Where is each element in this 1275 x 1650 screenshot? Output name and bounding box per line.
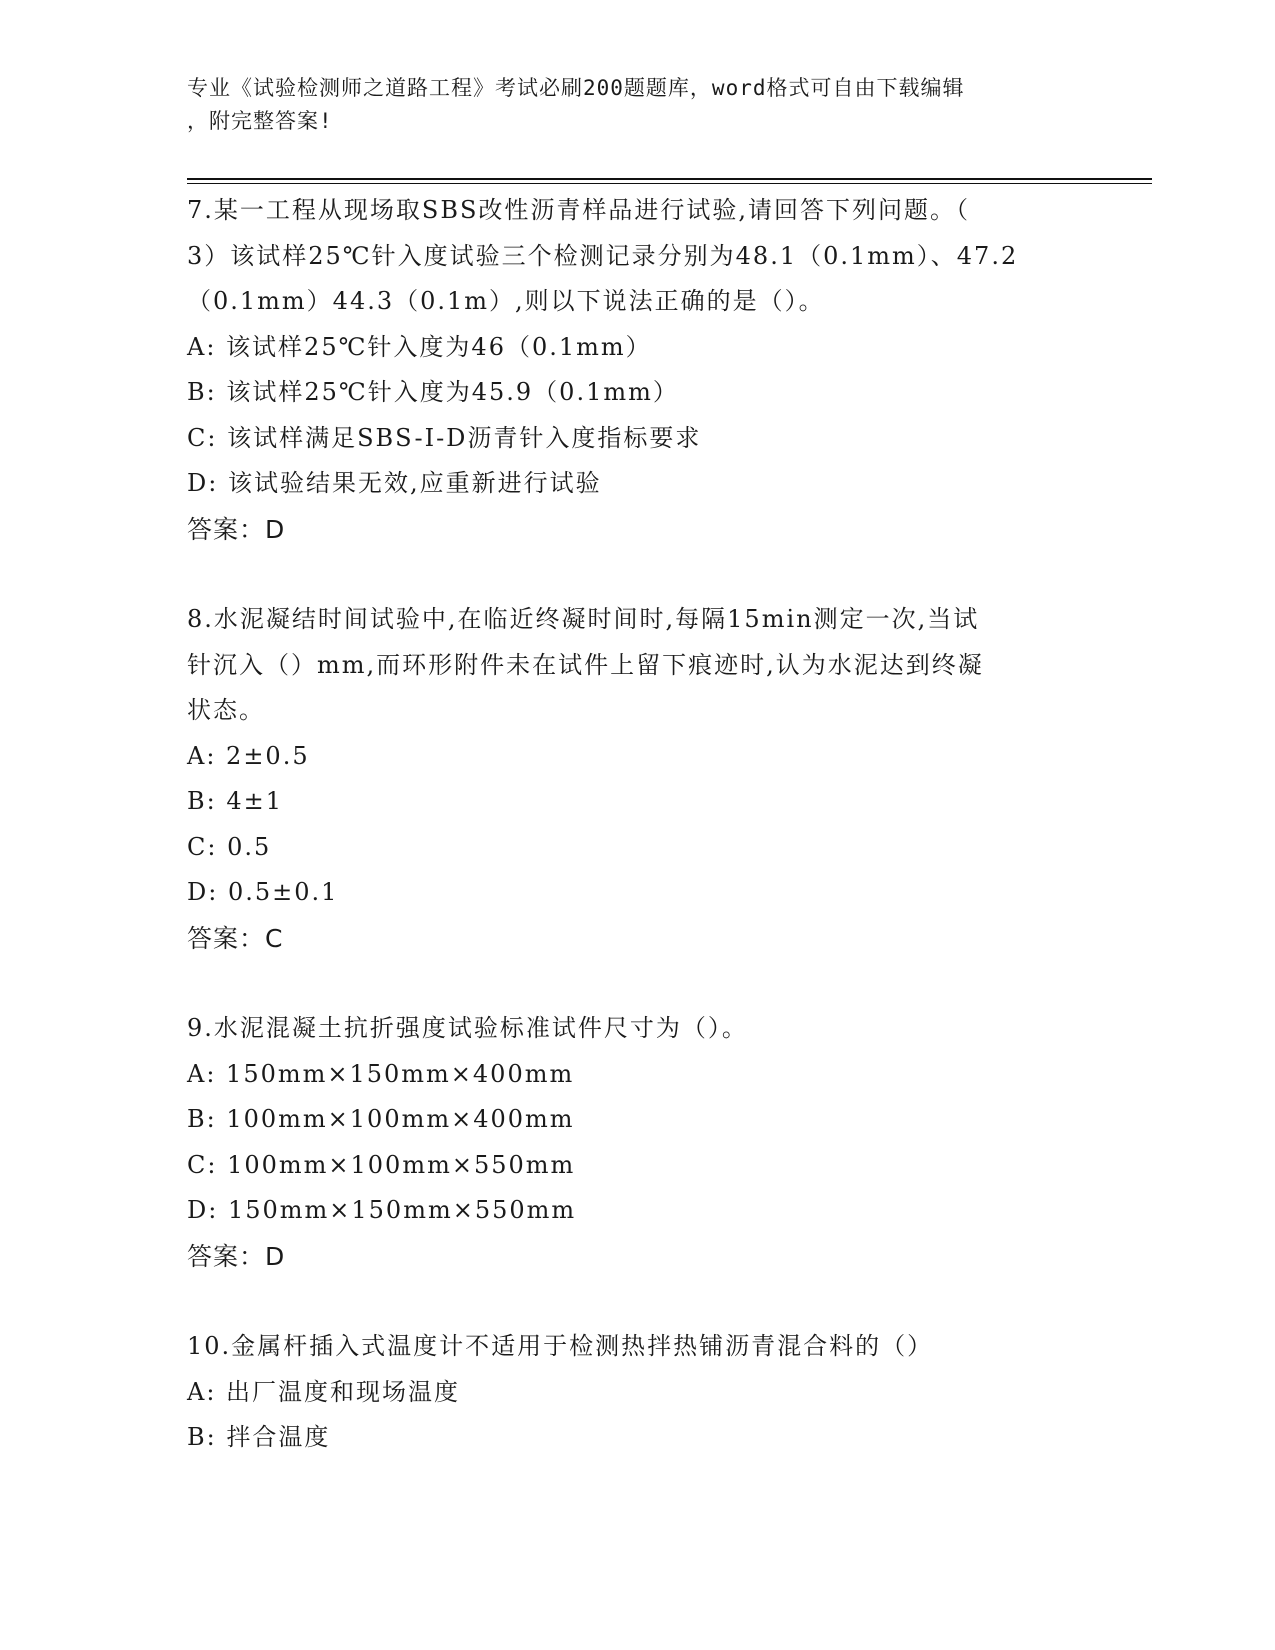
stem-line: 8.水泥凝结时间试验中,在临近终凝时间时,每隔15min测定一次,当试 bbox=[187, 605, 980, 633]
header-line-1: 专业《试验检测师之道路工程》考试必刷200题题库，word格式可自由下载编辑 bbox=[187, 76, 965, 100]
spacer bbox=[187, 552, 1087, 597]
stem-line: 10.金属杆插入式温度计不适用于检测热拌热铺沥青混合料的（） bbox=[187, 1332, 934, 1360]
question-list bbox=[187, 188, 1087, 1461]
document-header bbox=[187, 72, 1067, 138]
option-b: B: 该试样25℃针入度为45.9（0.1mm） bbox=[187, 378, 679, 406]
option-a: A: 出厂温度和现场温度 bbox=[187, 1377, 461, 1406]
question-10 bbox=[187, 1324, 1087, 1461]
question-stem bbox=[187, 1324, 1087, 1370]
question-stem bbox=[187, 1006, 1087, 1052]
option-b: B: 拌合温度 bbox=[187, 1423, 331, 1451]
option-c: C: 100mm×100mm×550mm bbox=[187, 1150, 576, 1179]
stem-line: 9.水泥混凝土抗折强度试验标准试件尺寸为（）。 bbox=[187, 1014, 748, 1042]
stem-line: 3）该试样25℃针入度试验三个检测记录分别为48.1（0.1mm）、47.2 bbox=[187, 241, 1019, 270]
question-stem bbox=[187, 188, 1087, 325]
stem-line: 针沉入（）mm,而环形附件未在试件上留下痕迹时,认为水泥达到终凝 bbox=[187, 650, 984, 679]
stem-line: 状态。 bbox=[187, 696, 265, 724]
spacer bbox=[187, 1279, 1087, 1324]
option-a: A: 2±0.5 bbox=[187, 741, 310, 770]
header-divider-thick bbox=[187, 178, 1152, 180]
question-stem bbox=[187, 597, 1087, 734]
answer: 答案：C bbox=[187, 923, 284, 953]
option-a: A: 该试样25℃针入度为46（0.1mm） bbox=[187, 332, 652, 361]
question-8 bbox=[187, 597, 1087, 961]
header-line-2: ，附完整答案! bbox=[187, 109, 333, 133]
answer: 答案：D bbox=[187, 1241, 286, 1271]
spacer bbox=[187, 961, 1087, 1006]
header-divider-thin bbox=[187, 183, 1152, 184]
option-c: C: 0.5 bbox=[187, 832, 272, 861]
option-d: D: 150mm×150mm×550mm bbox=[187, 1196, 577, 1224]
option-d: D: 该试验结果无效,应重新进行试验 bbox=[187, 469, 602, 497]
option-a: A: 150mm×150mm×400mm bbox=[187, 1059, 575, 1088]
option-d: D: 0.5±0.1 bbox=[187, 878, 339, 906]
stem-line: （0.1mm）44.3（0.1m）,则以下说法正确的是（）。 bbox=[187, 287, 825, 315]
option-b: B: 100mm×100mm×400mm bbox=[187, 1105, 575, 1133]
answer: 答案：D bbox=[187, 514, 286, 544]
option-c: C: 该试样满足SBS-Ⅰ-D沥青针入度指标要求 bbox=[187, 423, 702, 452]
option-b: B: 4±1 bbox=[187, 787, 283, 815]
question-7 bbox=[187, 188, 1087, 552]
stem-line: 7.某一工程从现场取SBS改性沥青样品进行试验,请回答下列问题。（ bbox=[187, 196, 971, 224]
question-9 bbox=[187, 1006, 1087, 1279]
